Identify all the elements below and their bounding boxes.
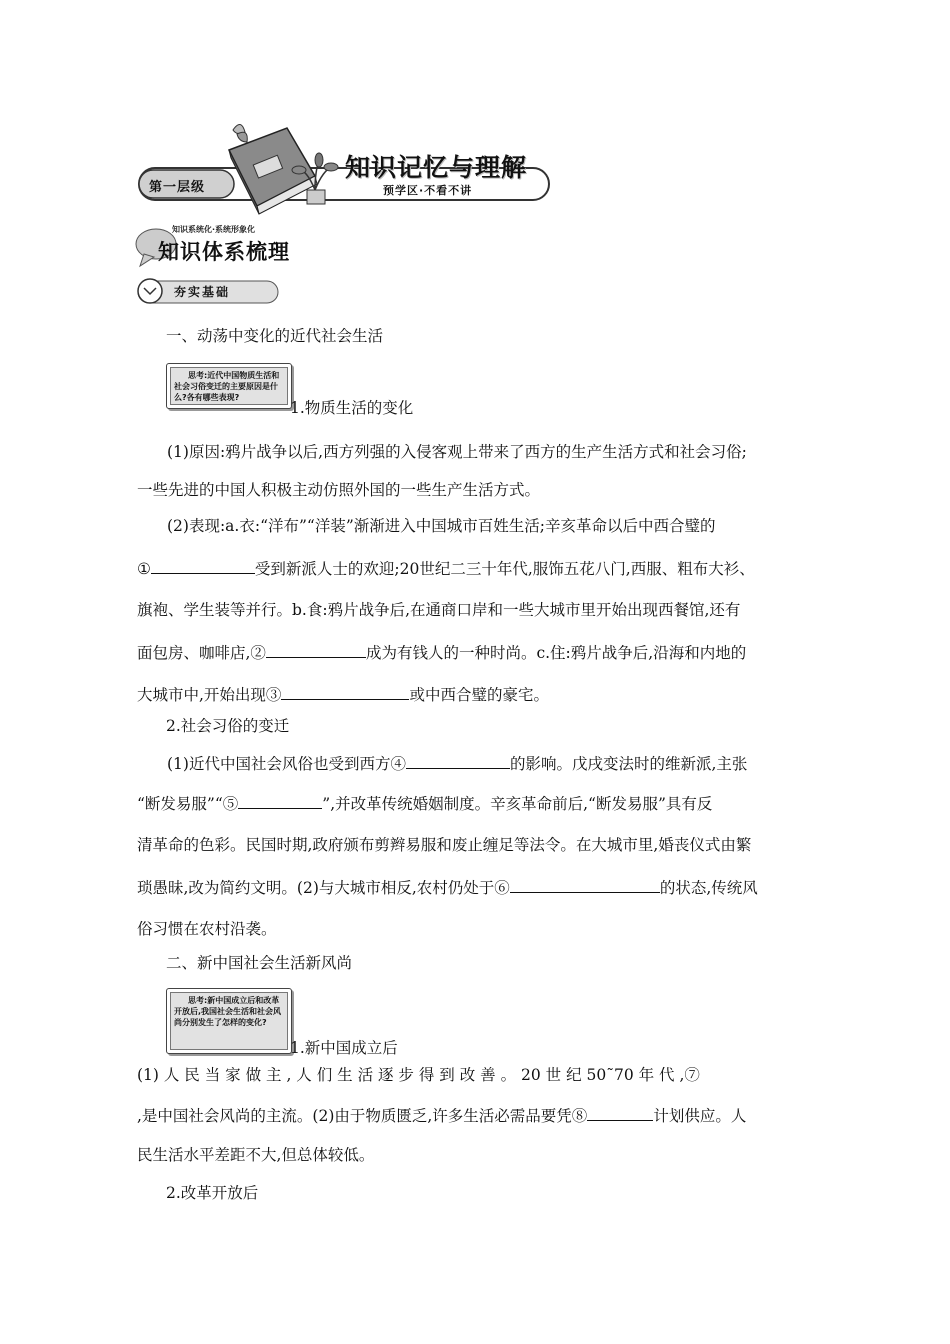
fill-blank-8[interactable] bbox=[587, 1103, 653, 1121]
text: “断发易服”“⑤ bbox=[137, 795, 239, 813]
fill-blank-5[interactable] bbox=[238, 791, 322, 809]
part1-item1-title: 1.物质生活的变化 bbox=[290, 399, 414, 417]
text-line bbox=[137, 640, 746, 663]
text: 的状态,传统风 bbox=[659, 879, 758, 897]
text-line: 俗习惯在农村沿袭。 bbox=[137, 920, 277, 938]
text-line bbox=[137, 875, 758, 898]
text: 的影响。戊戌变法时的维新派,主张 bbox=[509, 755, 748, 773]
fill-blank-4[interactable] bbox=[406, 751, 510, 769]
text: 琐愚昧,改为简约文明。(2)与大城市相反,农村仍处于⑥ bbox=[137, 879, 510, 897]
section-header bbox=[134, 222, 324, 268]
marker: ① bbox=[137, 560, 151, 578]
think-box-1-text: 思考:近代中国物质生活和社会习俗变迁的主要原因是什么?各有哪些表现? bbox=[170, 367, 288, 405]
fill-blank-1[interactable] bbox=[151, 556, 255, 574]
fill-blank-6[interactable] bbox=[510, 875, 660, 893]
text-line: 清革命的色彩。民国时期,政府颁布剪辫易服和废止缠足等法令。在大城市里,婚丧仪式由繁 bbox=[137, 836, 752, 854]
subsection-title: 夯实基础 bbox=[174, 285, 231, 299]
banner-subtitle: 预学区·不看不讲 bbox=[383, 184, 473, 197]
level-banner bbox=[137, 120, 553, 215]
subsection-header bbox=[134, 275, 284, 307]
think-box-1 bbox=[166, 363, 292, 409]
section-title: 知识体系梳理 bbox=[158, 240, 290, 264]
text-line: (1)原因:鸦片战争以后,西方列强的入侵客观上带来了西方的生产生活方式和社会习俗; bbox=[167, 443, 747, 461]
text-line: (1) 人 民 当 家 做 主 , 人 们 生 活 逐 步 得 到 改 善 。 20 世 纪 50˜70 年 代 ,⑦ bbox=[137, 1066, 700, 1084]
text: 计划供应。人 bbox=[653, 1107, 747, 1125]
think-box-2 bbox=[166, 988, 292, 1054]
text: ”,并改革传统婚姻制度。辛亥革命前后,“断发易服”具有反 bbox=[322, 795, 713, 813]
text: 受到新派人士的欢迎;20世纪二三十年代,服饰五花八门,西服、粗布大衫、 bbox=[254, 560, 755, 578]
think-box-2-text: 思考:新中国成立后和改革开放后,我国社会生活和社会风尚分别发生了怎样的变化? bbox=[170, 992, 288, 1050]
part1-heading: 一、动荡中变化的近代社会生活 bbox=[166, 327, 384, 345]
text: 或中西合璧的豪宅。 bbox=[409, 686, 549, 704]
text: 面包房、咖啡店,② bbox=[137, 644, 266, 662]
text-line bbox=[137, 556, 755, 579]
text-line bbox=[167, 751, 747, 774]
fill-blank-3[interactable] bbox=[281, 682, 409, 700]
part1-item2-title: 2.社会习俗的变迁 bbox=[166, 717, 290, 735]
part2-heading: 二、新中国社会生活新风尚 bbox=[166, 954, 353, 972]
text: 大城市中,开始出现③ bbox=[137, 686, 282, 704]
text-line: (2)表现:a.衣:“洋布”“洋装”渐渐进入中国城市百姓生活;辛亥革命以后中西合璧的 bbox=[167, 517, 716, 535]
text-line: 旗袍、学生装等并行。b.食:鸦片战争后,在通商口岸和一些大城市里开始出现西餐馆,还有 bbox=[137, 601, 741, 619]
text-line: 民生活水平差距不大,但总体较低。 bbox=[137, 1146, 375, 1164]
part2-item2-title: 2.改革开放后 bbox=[166, 1184, 259, 1202]
text: (1)近代中国社会风俗也受到西方④ bbox=[167, 755, 406, 773]
text-line bbox=[137, 791, 712, 814]
text-line bbox=[137, 682, 549, 705]
text: 成为有钱人的一种时尚。c.住:鸦片战争后,沿海和内地的 bbox=[365, 644, 747, 662]
level-label: 第一层级 bbox=[149, 180, 206, 195]
text-line bbox=[137, 1103, 746, 1126]
text-line: 一些先进的中国人积极主动仿照外国的一些生产生活方式。 bbox=[137, 481, 541, 499]
part2-item1-title: 1.新中国成立后 bbox=[290, 1039, 398, 1057]
fill-blank-2[interactable] bbox=[266, 640, 366, 658]
banner-title: 知识记忆与理解 bbox=[345, 153, 528, 182]
section-tagline: 知识系统化·系统形象化 bbox=[172, 225, 256, 234]
text: ,是中国社会风尚的主流。(2)由于物质匮乏,许多生活必需品要凭⑧ bbox=[137, 1107, 588, 1125]
